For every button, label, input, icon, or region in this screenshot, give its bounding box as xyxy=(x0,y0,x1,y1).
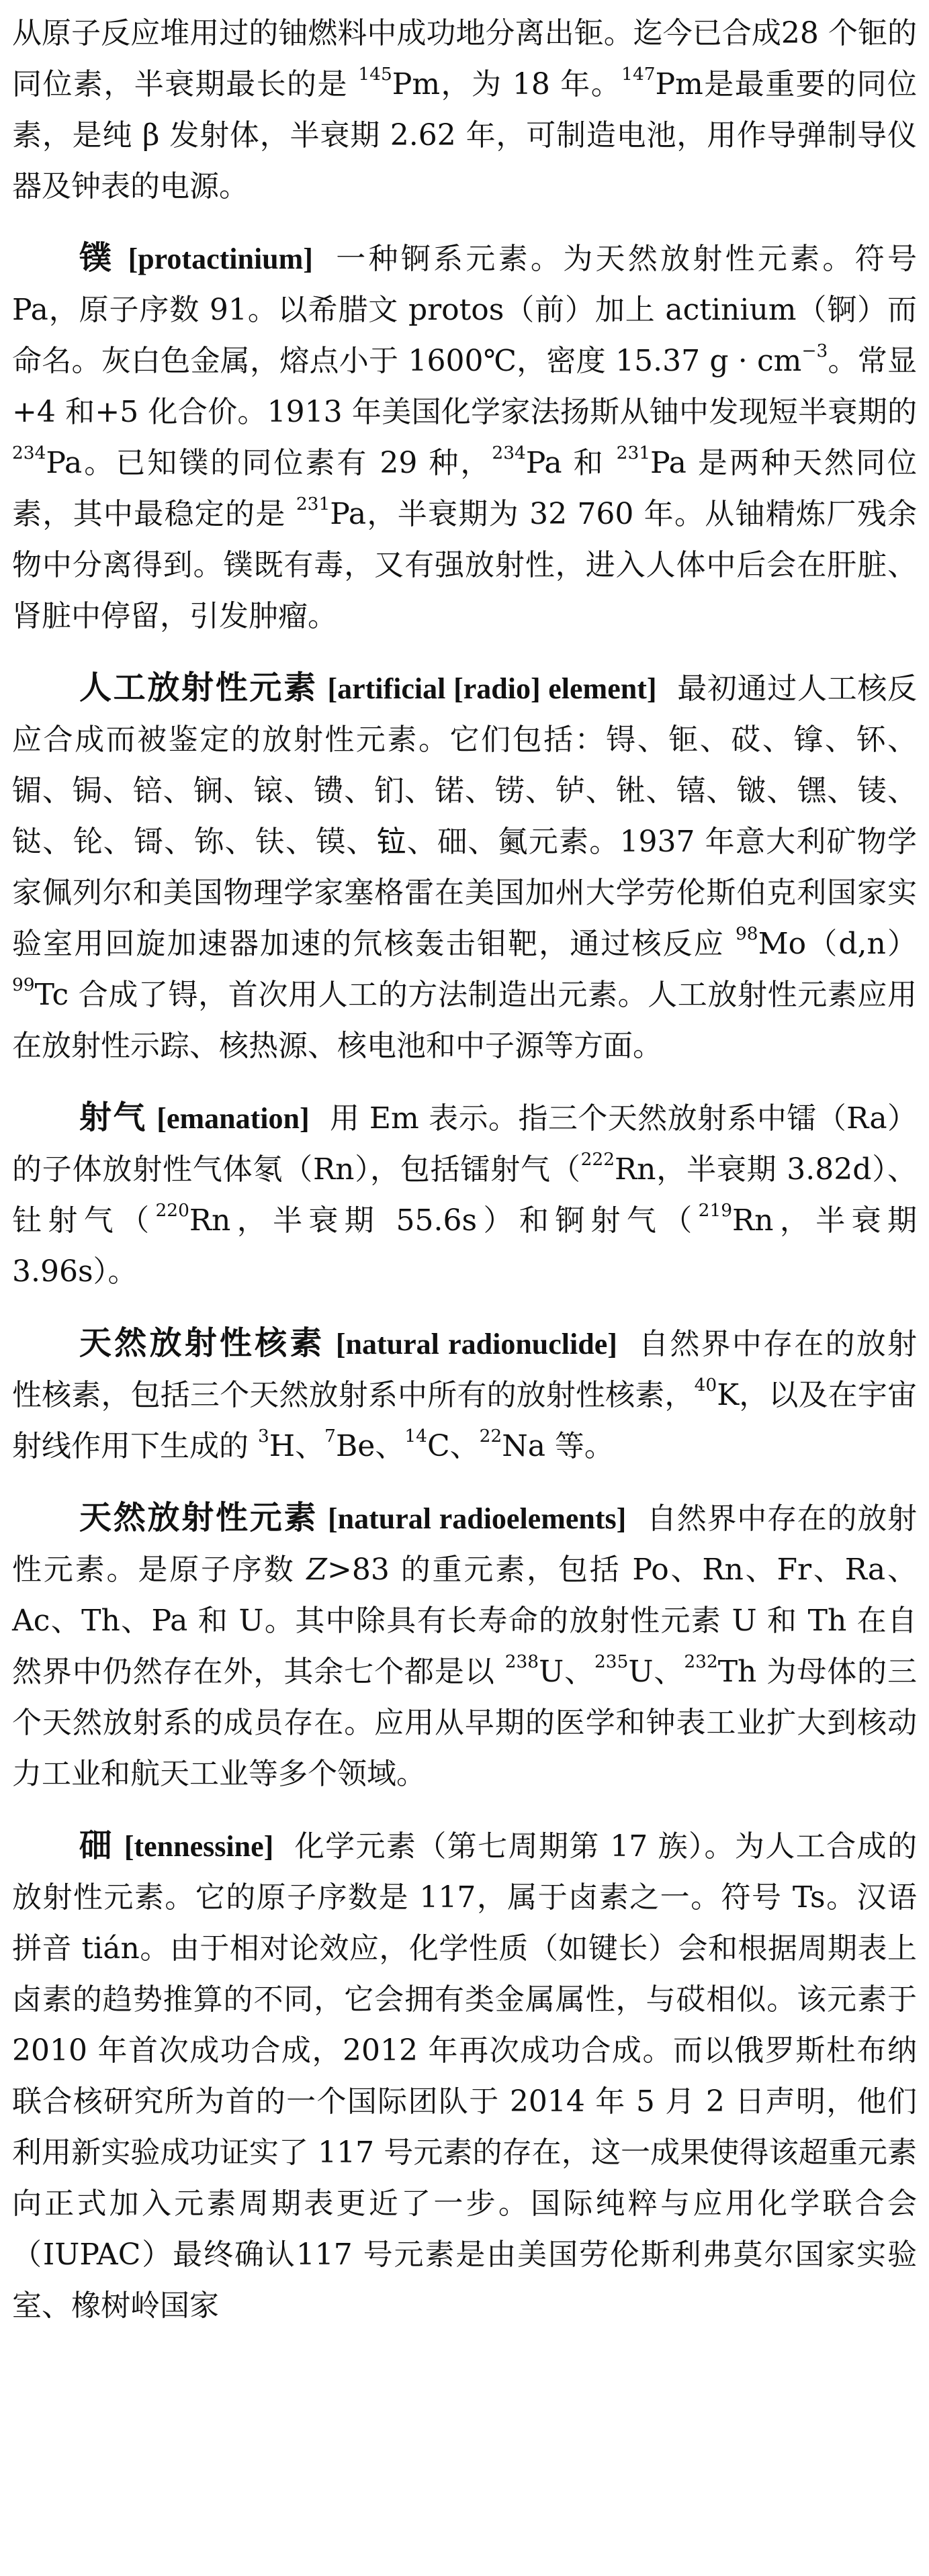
mass-number: 222 xyxy=(580,1148,615,1170)
text: Mo（d,n） xyxy=(758,927,917,961)
mass-number: 99 xyxy=(12,974,35,995)
text: 从原子反应堆用过的铀燃料中成功地分离出钷。迄今已合成28 个钷的同位素，半衰期最长的是 xyxy=(12,16,917,101)
entry-promethium-continued xyxy=(12,8,917,212)
entry-english: [artificial [radio] element] xyxy=(327,672,657,705)
text: Be、 xyxy=(335,1429,405,1463)
mass-number: 235 xyxy=(594,1651,629,1672)
exponent: −3 xyxy=(801,340,828,361)
atomic-number-symbol: Z xyxy=(306,1553,327,1587)
entry-english: [tennessine] xyxy=(124,1830,274,1863)
mass-number: 234 xyxy=(12,442,46,463)
text: Pm是最重要的同位素，是纯 β 发射体，半衰期 2.62 年，可制造电池，用作导弹制导仪器及钟表的电源。 xyxy=(12,67,917,203)
entry-english: [natural radioelements] xyxy=(327,1502,627,1535)
text: K，以及在宇宙射线作用下生成的 xyxy=(12,1378,917,1463)
entry-emanation xyxy=(12,1092,917,1297)
entry-term: 人工放射性元素 xyxy=(79,669,318,706)
mass-number: 147 xyxy=(621,63,656,85)
text: U、 xyxy=(539,1655,594,1689)
mass-number: 14 xyxy=(404,1425,427,1446)
text: Rn，半衰期 3.96s）。 xyxy=(12,1203,917,1289)
text: 最初通过人工核反应合成而被鉴定的放射性元素。它们包括：锝、钷、砹、镎、钚、镅、锔、锫、锎、锿、镄、钔、锘、铹、𬬻、𬭊、𬭳、𬭛、𬭶、鿏、𫟼、𬬭、鿔、鿭、𫓧、镆、𫟷、鿬、鿫元素。1937 年意大利矿物学家佩列尔和美国物理学家塞格雷在美国加州大学劳伦斯伯克利国家实验室用回旋加速器加速的氘核轰击钼靶，通过核反应 xyxy=(12,672,917,961)
mass-number: 40 xyxy=(694,1374,717,1395)
text: Pa。已知镤的同位素有 29 种， xyxy=(46,446,492,480)
text: Na 等。 xyxy=(502,1429,614,1463)
entry-term: 天然放射性元素 xyxy=(79,1499,318,1536)
text: 自然界中存在的放射性元素。是原子序数 xyxy=(12,1502,917,1587)
mass-number: 231 xyxy=(616,442,651,463)
entry-natural-radionuclide xyxy=(12,1318,917,1472)
entry-term: 天然放射性核素 xyxy=(79,1324,325,1362)
mass-number: 7 xyxy=(324,1425,336,1446)
text: 化学元素（第七周期第 17 族）。为人工合成的放射性元素。它的原子序数是 117，属于卤素之一。符号 Ts。汉语拼音 tián。由于相对论效应，化学性质（如键长）会和根据周期表上卤素的趋势推算的不同，它会拥有类金属属性，与砹相似。该元素于 2010 年首次成功合成，2012 年再次成功合成。而以俄罗斯杜布纳联合核研究所为首的一个国际团队于 2014 年 5 月 2 日声明，他们利用新实验成功证实了 117 号元素的存在，这一成果使得该超重元素向正式加入元素周期表更近了一步。国际纯粹与应用化学联合会（IUPAC）最终确认117 号元素是由美国劳伦斯利弗莫尔国家实验室、橡树岭国家 xyxy=(12,1829,917,2323)
entry-natural-radioelements xyxy=(12,1492,917,1800)
text: Pa，半衰期为 32 760 年。从铀精炼厂残余物中分离得到。镤既有毒，又有强放射性，进入人体中后会在肝脏、肾脏中停留，引发肿瘤。 xyxy=(12,497,917,633)
text: Rn，半衰期 55.6s）和锕射气（ xyxy=(189,1203,699,1238)
mass-number: 232 xyxy=(684,1651,718,1672)
mass-number: 22 xyxy=(479,1425,502,1446)
text: 自然界中存在的放射性核素，包括三个天然放射系中所有的放射性核素， xyxy=(12,1327,917,1412)
entry-english: [natural radionuclide] xyxy=(335,1328,617,1361)
mass-number: 238 xyxy=(504,1651,539,1672)
text: >83 的重元素，包括 Po、Rn、Fr、Ra、Ac、Th、Pa 和 U。其中除具有长寿命的放射性元素 U 和 Th 在自然界中仍然存在外，其余七个都是以 xyxy=(12,1553,917,1689)
entry-english: [protactinium] xyxy=(128,242,313,275)
text: Tc 合成了锝，首次用人工的方法制造出元素。人工放射性元素应用在放射性示踪、核热源、核电池和中子源等方面。 xyxy=(12,978,917,1063)
mass-number: 234 xyxy=(492,442,526,463)
mass-number: 219 xyxy=(698,1199,733,1221)
mass-number: 3 xyxy=(258,1425,269,1446)
text: Th 为母体的三个天然放射系的成员存在。应用从早期的医学和钟表工业扩大到核动力工业和航天工业等多个领域。 xyxy=(12,1655,917,1791)
text: U、 xyxy=(628,1655,684,1689)
text: C、 xyxy=(427,1429,480,1463)
text: H、 xyxy=(269,1429,325,1463)
text: Pa 和 xyxy=(525,446,617,480)
text: 一种锕系元素。为天然放射性元素。符号 Pa，原子序数 91。以希腊文 protos（前）加上 actinium（锕）而命名。灰白色金属，熔点小于 1600℃，密度 15.37 g · cm xyxy=(12,242,917,378)
entry-term: 镤 xyxy=(79,239,116,277)
text: Rn，半衰期 3.82d）、钍射气（ xyxy=(12,1152,917,1238)
entry-protactinium xyxy=(12,232,917,642)
entry-english: [emanation] xyxy=(157,1102,310,1135)
entry-term: 射气 xyxy=(79,1099,147,1136)
text: Pa 是两种天然同位素，其中最稳定的是 xyxy=(12,446,917,531)
entry-term: 鿬 xyxy=(79,1827,114,1864)
entry-tennessine xyxy=(12,1820,917,2332)
mass-number: 145 xyxy=(358,63,392,85)
text: 。常显+4 和+5 化合价。1913 年美国化学家法扬斯从铀中发现短半衰期的 xyxy=(12,344,918,429)
entry-artificial-radioelement xyxy=(12,662,917,1072)
mass-number: 231 xyxy=(296,493,330,514)
mass-number: 220 xyxy=(155,1199,189,1221)
text: Pm，为 18 年。 xyxy=(392,67,622,101)
mass-number: 98 xyxy=(735,923,758,944)
text: 用 Em 表示。指三个天然放射系中镭（Ra）的子体放射性气体氡（Rn），包括镭射气（ xyxy=(12,1101,917,1187)
